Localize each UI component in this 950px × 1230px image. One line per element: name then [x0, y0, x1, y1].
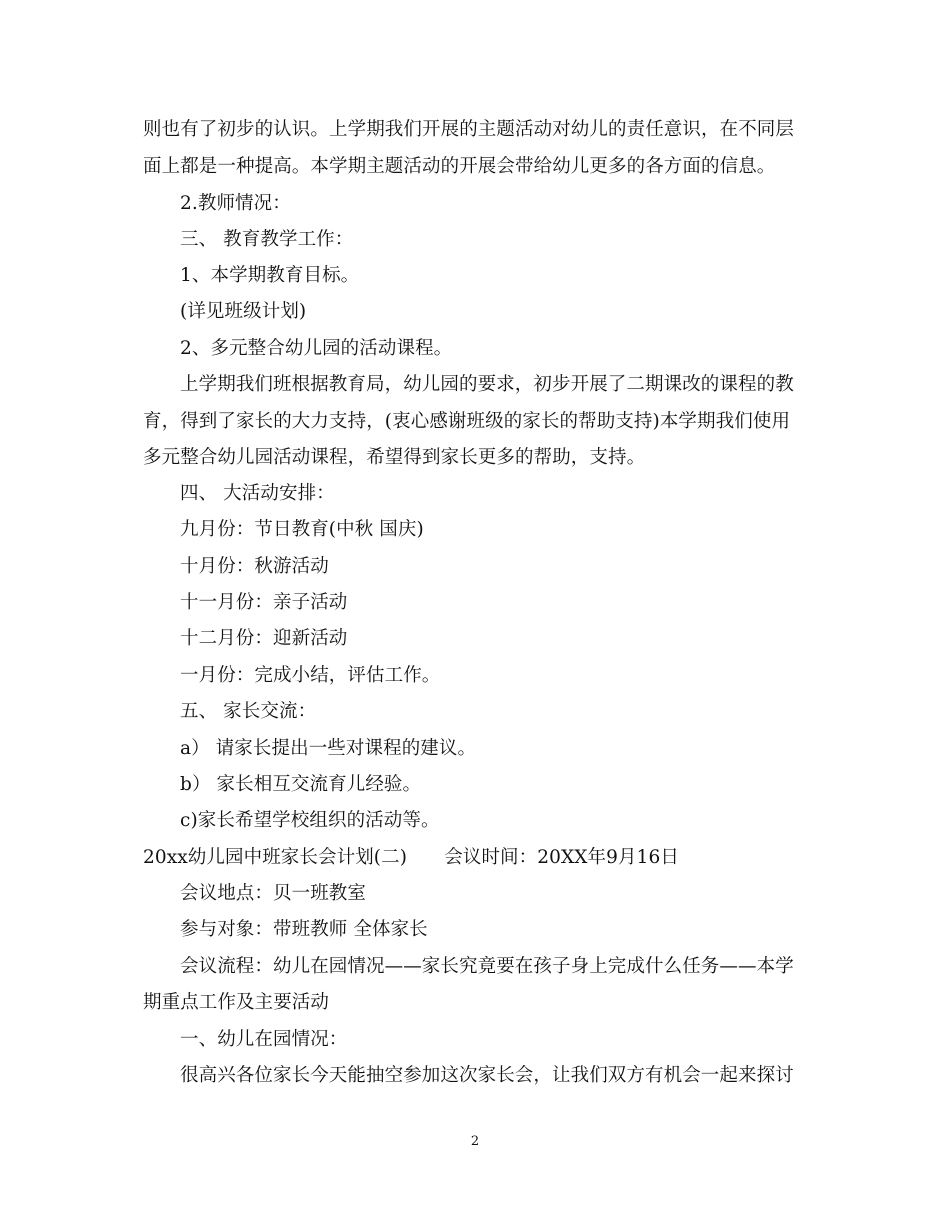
- list-item: b） 家长相互交流育儿经验。: [180, 774, 422, 795]
- paragraph-line: 会议流程：幼儿在园情况——家长究竟要在孩子身上完成什么任务——本学: [180, 956, 794, 977]
- list-item: 1、本学期教育目标。: [180, 265, 360, 286]
- list-item: 十二月份：迎新活动: [180, 628, 348, 649]
- list-item: 一月份：完成小结，评估工作。: [180, 665, 441, 686]
- paragraph-line: 则也有了初步的认识。上学期我们开展的主题活动对幼儿的责任意识，在不同层: [143, 119, 795, 140]
- document-title: 20xx幼儿园中班家长会计划(二) 会议时间：20XX年9月16日: [143, 847, 679, 868]
- section-heading: 三、 教育教学工作：: [180, 229, 354, 250]
- list-item: (详见班级计划): [180, 301, 307, 322]
- paragraph-line: 上学期我们班根据教育局，幼儿园的要求，初步开展了二期课改的课程的教: [180, 374, 794, 395]
- list-item: 十一月份：亲子活动: [180, 592, 348, 613]
- page-number: 2: [470, 1134, 480, 1149]
- section-heading: 一、幼儿在园情况：: [180, 1029, 348, 1050]
- list-item: 九月份：节日教育(中秋 国庆): [180, 519, 424, 540]
- section-heading: 2.教师情况：: [180, 193, 291, 214]
- section-heading: 五、 家长交流：: [180, 701, 317, 722]
- paragraph-line: 多元整合幼儿园活动课程，希望得到家长更多的帮助，支持。: [143, 447, 646, 468]
- paragraph-line: 参与对象：带班教师 全体家长: [180, 919, 428, 940]
- paragraph-line: 期重点工作及主要活动: [143, 992, 330, 1013]
- paragraph-line: 面上都是一种提高。本学期主题活动的开展会带给幼儿更多的各方面的信息。: [143, 156, 776, 177]
- section-heading: 四、 大活动安排：: [180, 483, 335, 504]
- list-item: 2、多元整合幼儿园的活动课程。: [180, 338, 453, 359]
- paragraph-line: 育，得到了家长的大力支持，(衷心感谢班级的家长的帮助支持)本学期我们使用: [143, 411, 791, 432]
- list-item: 十月份：秋游活动: [180, 556, 329, 577]
- list-item: c)家长希望学校组织的活动等。: [180, 810, 440, 831]
- paragraph-line: 很高兴各位家长今天能抽空参加这次家长会，让我们双方有机会一起来探讨: [180, 1065, 794, 1086]
- list-item: a） 请家长提出一些对课程的建议。: [180, 738, 477, 759]
- paragraph-line: 会议地点：贝一班教室: [180, 883, 367, 904]
